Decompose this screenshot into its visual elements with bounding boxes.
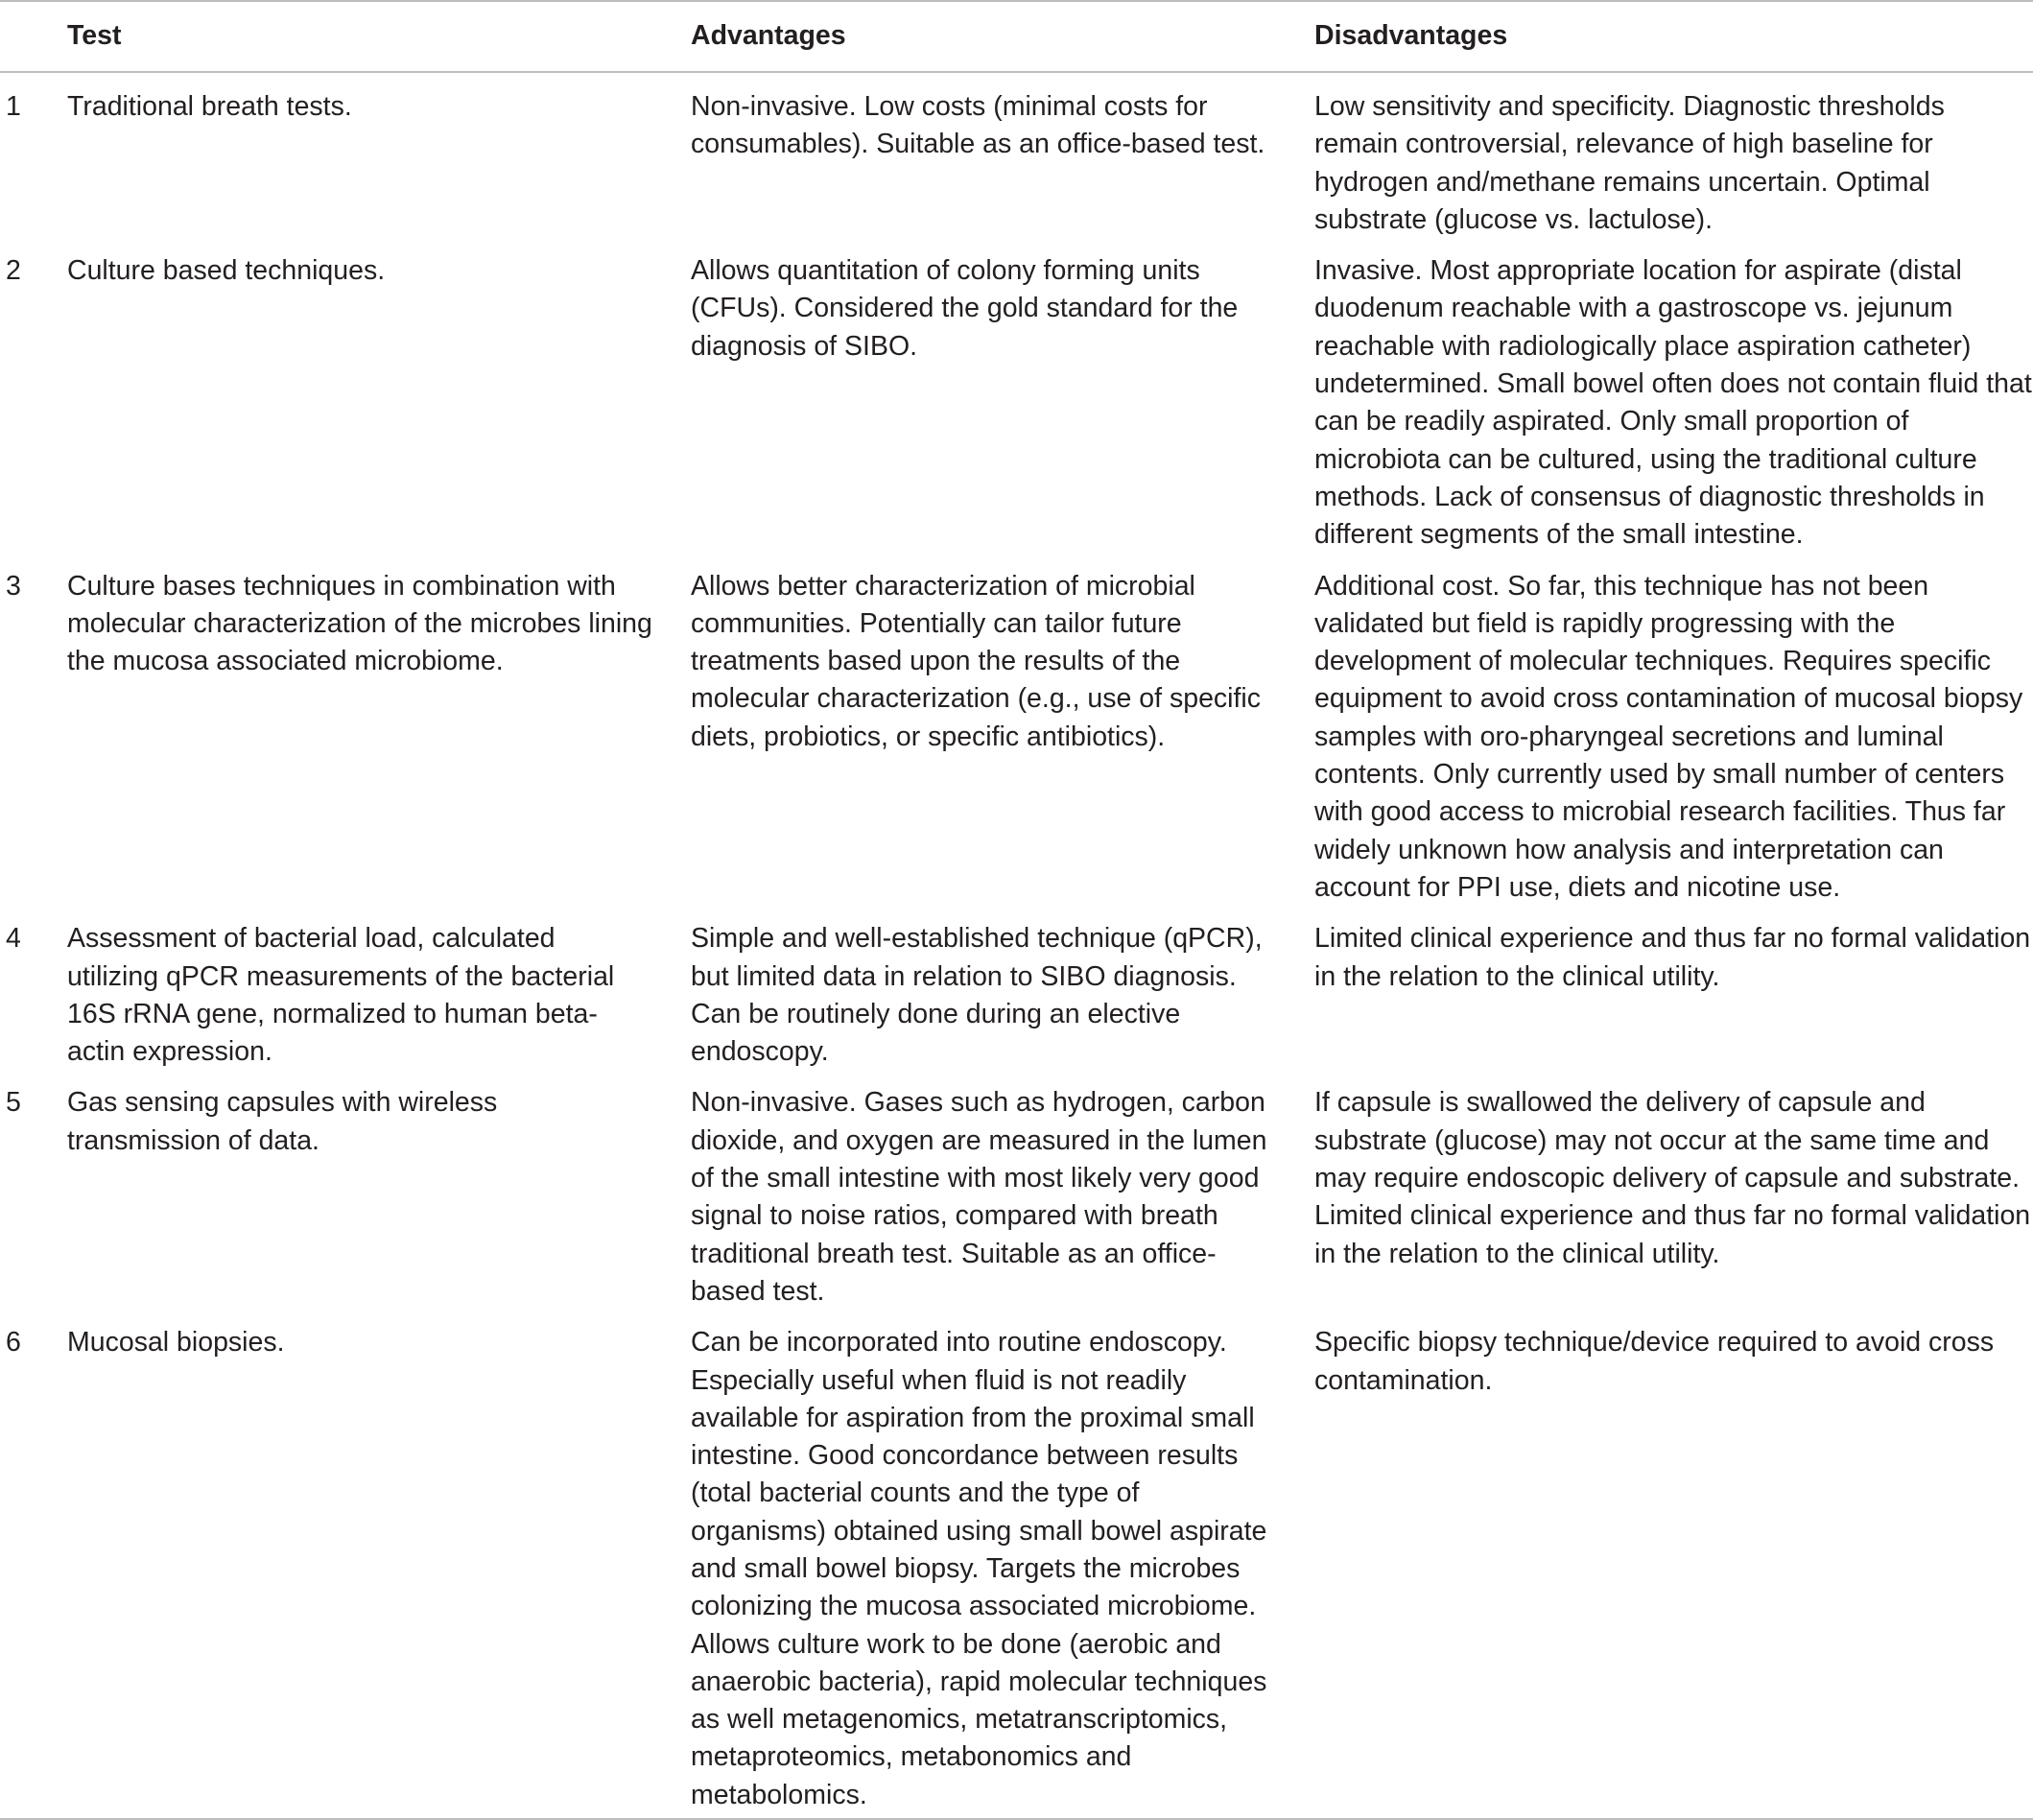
row-number: 4 [6,923,21,955]
row-test: Culture bases techniques in combination with molecular characterization of the microbes lining the mucosa associated microbiome. [67,570,652,677]
row-test: Traditional breath tests. [67,91,352,122]
row-number: 6 [6,1327,21,1359]
row-advantages: Non-invasive. Low costs (minimal costs for consumables). Suitable as an office-based test. [691,91,1265,160]
row-disadvantages: Additional cost. So far, this technique has not been validated but field is rapidly progressing with the development of molecular techniques. Requires specific equipment to avoid cross contamination of mucosal biopsy samples with oro-pharyngeal secretions and luminal contents. Only currently used by small number of centers with good access to microbial research facilities. Thus far widely unknown how analysis and interpretation can account for PPI use, diets and nicotine use. [1314,570,2023,903]
table-row [0,907,2033,1071]
row-number: 3 [6,570,21,602]
row-number: 1 [6,91,21,122]
row-test: Culture based techniques. [67,255,386,287]
table-row [0,1311,2033,1819]
table-row [0,239,2033,554]
row-disadvantages: Invasive. Most appropriate location for aspirate (distal duodenum reachable with a gastroscope vs. jejunum reachable with radiologically place aspiration catheter) undetermined. Small bowel often does not contain fluid that can be readily aspirated. Only small proportion of microbiota can be cultured, using the traditional culture methods. Lack of consensus of diagnostic thresholds in different segments of the small intestine. [1314,255,2032,551]
table-body [0,72,2033,1819]
header-number [0,1,67,72]
row-test: Mucosal biopsies. [67,1327,285,1359]
row-advantages: Non-invasive. Gases such as hydrogen, carbon dioxide, and oxygen are measured in the lumen of the small intestine with most likely very good signal to noise ratios, compared with breath traditional breath test. Suitable as an office-based test. [691,1087,1267,1307]
table-row [0,72,2033,239]
header-test: Test [67,20,122,52]
row-number: 5 [6,1087,21,1119]
table-row [0,1071,2033,1311]
row-test: Assessment of bacterial load, calculated utilizing qPCR measurements of the bacterial 16S rRNA gene, normalized to human beta-actin expression. [67,923,615,1068]
row-disadvantages: Low sensitivity and specificity. Diagnostic thresholds remain controversial, relevance of high baseline for hydrogen and/methane remains uncertain. Optimal substrate (glucose vs. lactulose). [1314,91,1945,235]
header-row [0,1,2033,72]
header-advantages: Advantages [691,20,846,52]
row-disadvantages: Limited clinical experience and thus far no formal validation in the relation to the clinical utility. [1314,923,2031,992]
table-row [0,555,2033,908]
row-disadvantages: If capsule is swallowed the delivery of capsule and substrate (glucose) may not occur at the same time and may require endoscopic delivery of capsule and substrate. Limited clinical experience and thus far no formal validation in the relation to the clinical utility. [1314,1087,2031,1269]
row-advantages: Can be incorporated into routine endoscopy. Especially useful when fluid is not readily available for aspiration from the proximal small intestine. Good concordance between results (total bacterial counts and the type of organisms) obtained using small bowel aspirate and small bowel biopsy. Targets the microbes colonizing the mucosa associated microbiome. Allows culture work to be done (aerobic and anaerobic bacteria), rapid molecular techniques as well metagenomics, metatranscriptomics, metaproteomics, metabonomics and metabolomics. [691,1327,1267,1810]
header-disadvantages: Disadvantages [1314,20,1508,52]
row-number: 2 [6,255,21,287]
row-advantages: Allows quantitation of colony forming units (CFUs). Considered the gold standard for the diagnosis of SIBO. [691,255,1239,362]
row-advantages: Simple and well-established technique (qPCR), but limited data in relation to SIBO diagnosis. Can be routinely done during an elective endoscopy. [691,923,1263,1068]
row-disadvantages: Specific biopsy technique/device required to avoid cross contamination. [1314,1327,1995,1396]
table-header [0,1,2033,72]
row-test: Gas sensing capsules with wireless transmission of data. [67,1087,498,1156]
row-advantages: Allows better characterization of microbial communities. Potentially can tailor future treatments based upon the results of the molecular characterization (e.g., use of specific diets, probiotics, or specific antibiotics). [691,570,1262,752]
